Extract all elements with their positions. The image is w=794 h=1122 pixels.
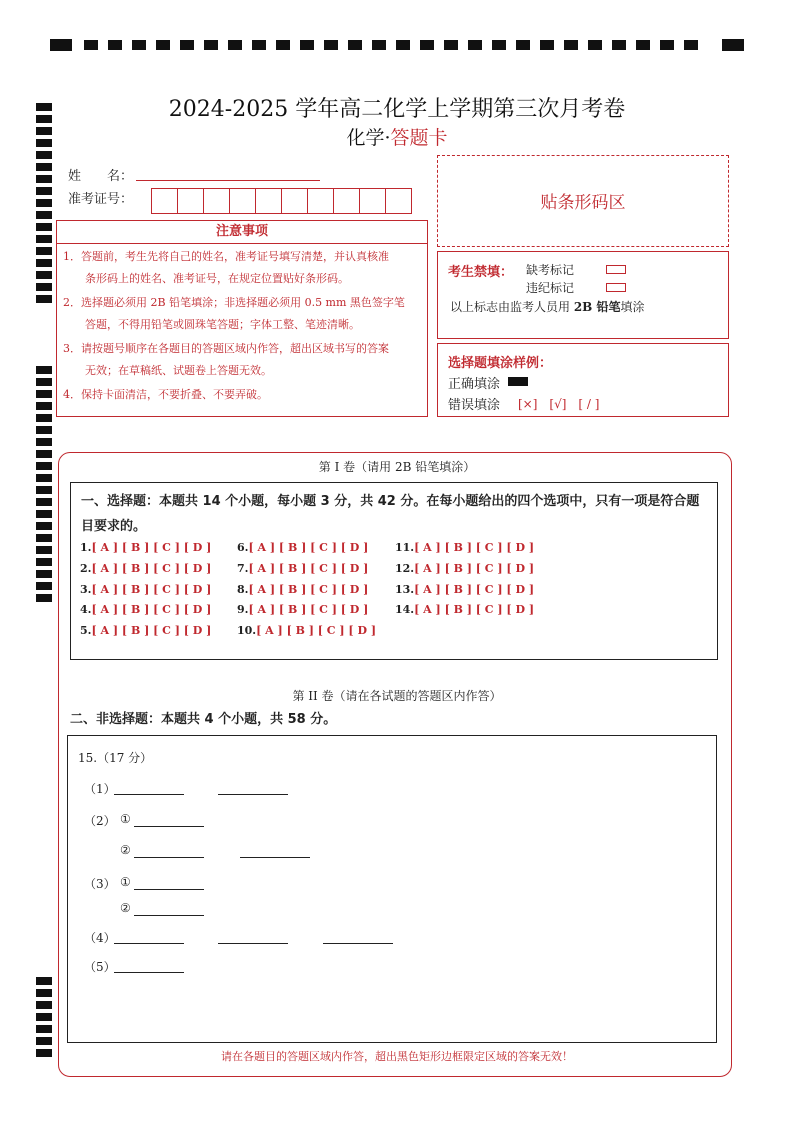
answer-blank[interactable] <box>134 857 204 858</box>
violation-mark-box[interactable] <box>606 283 626 292</box>
footer-warning: 请在各题目的答题区域内作答，超出黑色矩形边框限定区域的答案无效！ <box>221 1050 573 1063</box>
exam-title: 2024-2025 学年高二化学上学期第三次月考卷 <box>168 97 626 122</box>
wrong-fill-label: 错误填涂 <box>448 398 501 413</box>
answer-sheet-label: 答题卡 <box>390 127 448 149</box>
mc-question[interactable]: 4.[ A ] [ B ] [ C ] [ D ] <box>80 603 212 616</box>
mc-question[interactable]: 6.[ A ] [ B ] [ C ] [ D ] <box>237 541 369 554</box>
mc-question[interactable]: 13.[ A ] [ B ] [ C ] [ D ] <box>395 583 535 596</box>
side-marks-middle <box>36 366 52 606</box>
top-registration-marks <box>50 38 746 52</box>
id-digit-box[interactable] <box>307 188 334 214</box>
notice-line: 条形码上的姓名、准考证号，在规定位置贴好条形码。 <box>63 272 349 285</box>
id-label: 准考证号： <box>68 192 134 207</box>
answer-blank[interactable] <box>134 915 204 916</box>
mc-question[interactable]: 9.[ A ] [ B ] [ C ] [ D ] <box>237 603 369 616</box>
mc-question[interactable]: 3.[ A ] [ B ] [ C ] [ D ] <box>80 583 212 596</box>
absent-mark-box[interactable] <box>606 265 626 274</box>
id-digit-box[interactable] <box>151 188 178 214</box>
answer-blank[interactable] <box>134 889 204 890</box>
part-marker: ① <box>120 875 131 889</box>
id-number-boxes[interactable] <box>152 188 412 214</box>
sub-question-label: （2） <box>84 814 116 828</box>
mc-question[interactable]: 2.[ A ] [ B ] [ C ] [ D ] <box>80 562 212 575</box>
answer-blank[interactable] <box>323 943 393 944</box>
id-digit-box[interactable] <box>203 188 230 214</box>
subject-label: 化学· <box>346 127 391 149</box>
barcode-area <box>437 155 729 247</box>
mc-question[interactable]: 8.[ A ] [ B ] [ C ] [ D ] <box>237 583 369 596</box>
mc-question[interactable]: 5.[ A ] [ B ] [ C ] [ D ] <box>80 624 212 637</box>
wrong-fill-samples: [×] [√] [ / ] <box>518 397 600 411</box>
sub-question-label: （4） <box>84 931 116 945</box>
mc-question[interactable]: 1.[ A ] [ B ] [ C ] [ D ] <box>80 541 212 554</box>
id-digit-box[interactable] <box>385 188 412 214</box>
id-digit-box[interactable] <box>333 188 360 214</box>
fill-sample-box <box>437 343 729 417</box>
notice-line: 4．保持卡面清洁，不要折叠、不要弄破。 <box>63 388 268 401</box>
mc-question[interactable]: 7.[ A ] [ B ] [ C ] [ D ] <box>237 562 369 575</box>
id-digit-box[interactable] <box>177 188 204 214</box>
mc-question[interactable]: 14.[ A ] [ B ] [ C ] [ D ] <box>395 603 535 616</box>
question-15-box <box>67 735 717 1043</box>
answer-blank[interactable] <box>240 857 310 858</box>
multiple-choice-instructions: 一、选择题：本题共 14 个小题，每小题 3 分，共 42 分。在每小题给出的四个选项中，只有一项是符合题目要求的。 <box>81 494 700 534</box>
answer-blank[interactable] <box>134 826 204 827</box>
notice-box <box>56 243 428 417</box>
answer-blank[interactable] <box>114 972 184 973</box>
notice-heading: 注意事项 <box>56 220 428 244</box>
correct-fill-sample <box>508 377 528 386</box>
mc-question[interactable]: 11.[ A ] [ B ] [ C ] [ D ] <box>395 541 535 554</box>
violation-mark-label: 违纪标记 <box>526 281 575 295</box>
fill-sample-heading: 选择题填涂样例： <box>448 356 553 371</box>
question-15-title: 15.（17 分） <box>78 751 153 765</box>
notice-line: 无效；在草稿纸、试题卷上答题无效。 <box>63 364 272 377</box>
notice-line: 2．选择题必须用 2B 铅笔填涂；非选择题必须用 0.5 mm 黑色签字笔 <box>63 296 405 309</box>
notice-line: 1．答题前，考生先将自己的姓名，准考证号填写清楚，并认真核准 <box>63 250 389 263</box>
part2-title: 第 II 卷（请在各试题的答题区内作答） <box>292 689 502 703</box>
part2-instructions: 二、非选择题：本题共 4 个小题，共 58 分。 <box>70 712 337 727</box>
absent-mark-label: 缺考标记 <box>526 263 575 277</box>
part-marker: ② <box>120 901 131 915</box>
id-digit-box[interactable] <box>255 188 282 214</box>
examiner-only-label: 考生禁填： <box>448 265 514 280</box>
sub-question-label: （1） <box>84 782 116 796</box>
part1-title: 第 I 卷（请用 2B 铅笔填涂） <box>318 460 476 474</box>
notice-line: 3．请按题号顺序在各题目的答题区域内作答，超出区域书写的答案 <box>63 342 389 355</box>
answer-blank[interactable] <box>114 794 184 795</box>
barcode-area-label: 贴条形码区 <box>540 193 626 213</box>
id-digit-box[interactable] <box>281 188 308 214</box>
answer-blank[interactable] <box>218 794 288 795</box>
mc-question[interactable]: 10.[ A ] [ B ] [ C ] [ D ] <box>237 624 377 637</box>
id-digit-box[interactable] <box>229 188 256 214</box>
answer-blank[interactable] <box>114 943 184 944</box>
notice-line: 答题，不得用铅笔或圆珠笔答题；字体工整、笔迹清晰。 <box>63 318 360 331</box>
sub-question-label: （3） <box>84 877 116 891</box>
answer-blank[interactable] <box>218 943 288 944</box>
exam-subtitle <box>0 123 794 150</box>
examiner-only-box <box>437 251 729 339</box>
id-digit-box[interactable] <box>359 188 386 214</box>
sub-question-label: （5） <box>84 960 116 974</box>
examiner-note: 以上标志由监考人员用 2B 铅笔填涂 <box>450 300 645 314</box>
name-field[interactable] <box>136 180 320 181</box>
mc-question[interactable]: 12.[ A ] [ B ] [ C ] [ D ] <box>395 562 535 575</box>
name-label: 姓 名： <box>68 169 134 184</box>
part-marker: ① <box>120 812 131 826</box>
part-marker: ② <box>120 843 131 857</box>
correct-fill-label: 正确填涂 <box>448 377 501 392</box>
